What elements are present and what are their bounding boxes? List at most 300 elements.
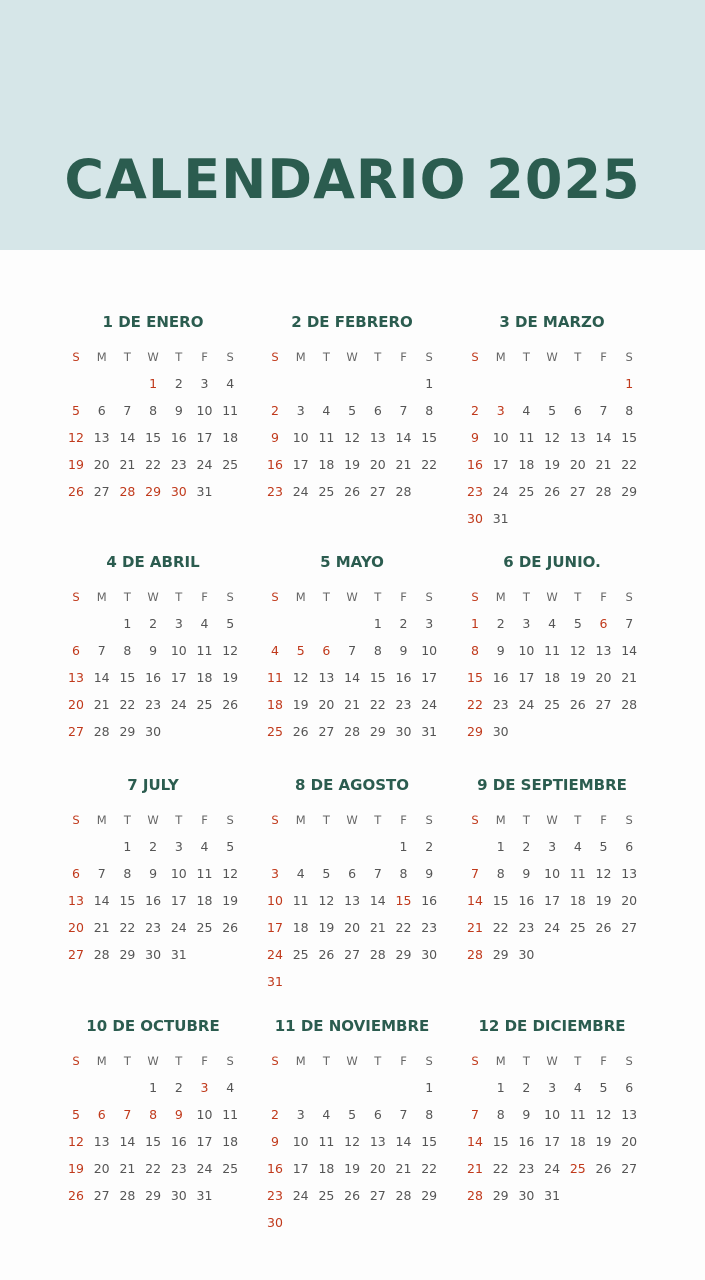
day-cell: 16: [170, 430, 187, 445]
day-cell: 22: [145, 1161, 162, 1176]
weekday-label: S: [471, 350, 479, 364]
day-cell: 20: [369, 1161, 386, 1176]
day-cell-holiday: 23: [267, 484, 283, 499]
day-cell: 1: [399, 839, 408, 854]
day-cell: 4: [322, 403, 331, 418]
weekday-label: M: [295, 350, 306, 364]
day-cell: 22: [395, 920, 412, 935]
day-cell: 13: [93, 430, 110, 445]
day-cell: 24: [196, 1161, 213, 1176]
day-cell: 6: [348, 866, 357, 881]
day-cell: 23: [421, 920, 438, 935]
day-cell: 24: [544, 1161, 561, 1176]
day-cell-holiday: 1: [149, 376, 158, 391]
day-cell: 20: [93, 457, 110, 472]
day-cell: 20: [344, 920, 361, 935]
weekday-label: F: [201, 813, 208, 827]
month-title: 6 DE JUNIO.: [503, 553, 601, 571]
day-cell: 27: [318, 724, 335, 739]
day-cell-holiday: 13: [68, 893, 84, 908]
day-cell: 21: [395, 457, 412, 472]
day-cell: 26: [544, 484, 561, 499]
day-cell: 30: [395, 724, 412, 739]
day-cell-holiday: 27: [68, 724, 84, 739]
day-cell: 29: [119, 724, 136, 739]
day-cell: 6: [373, 403, 382, 418]
day-cell: 3: [548, 1080, 557, 1095]
day-cell: 2: [174, 376, 183, 391]
weekday-label: T: [374, 1054, 382, 1068]
weekday-label: M: [495, 590, 506, 604]
day-cell: 5: [599, 839, 608, 854]
day-cell-holiday: 5: [72, 403, 80, 418]
day-cell-holiday: 2: [271, 1107, 279, 1122]
day-cell: 19: [318, 920, 335, 935]
day-cell: 23: [145, 920, 162, 935]
day-cell: 3: [522, 616, 531, 631]
month-title: 8 DE AGOSTO: [294, 776, 410, 794]
weekday-label: M: [495, 813, 506, 827]
day-cell: 4: [548, 616, 557, 631]
weekday-label: S: [625, 350, 633, 364]
day-cell: 12: [544, 430, 561, 445]
day-cell: 26: [595, 920, 612, 935]
month-title: 4 DE ABRIL: [106, 553, 200, 571]
day-cell-holiday: 30: [267, 1215, 283, 1230]
weekday-label: F: [201, 590, 208, 604]
day-cell: 23: [145, 697, 162, 712]
day-cell: 28: [595, 484, 612, 499]
day-cell: 24: [292, 484, 309, 499]
day-cell: 2: [522, 839, 531, 854]
day-cell: 30: [421, 947, 438, 962]
weekday-label: S: [425, 350, 433, 364]
weekday-label: T: [123, 350, 131, 364]
day-cell: 26: [569, 697, 586, 712]
day-cell: 8: [399, 866, 408, 881]
day-cell: 11: [318, 1134, 335, 1149]
day-cell: 14: [344, 670, 361, 685]
day-cell-holiday: 13: [68, 670, 84, 685]
day-cell: 24: [196, 457, 213, 472]
day-cell: 14: [595, 430, 612, 445]
day-cell: 14: [93, 670, 110, 685]
day-cell: 31: [170, 947, 187, 962]
day-cell: 11: [292, 893, 309, 908]
weekday-label: W: [346, 1054, 358, 1068]
day-cell: 2: [522, 1080, 531, 1095]
day-cell: 28: [395, 1188, 412, 1203]
day-cell: 3: [296, 1107, 305, 1122]
weekday-label: T: [123, 590, 131, 604]
day-cell-holiday: 16: [467, 457, 483, 472]
day-cell: 16: [518, 1134, 535, 1149]
day-cell-holiday: 18: [267, 697, 283, 712]
month-title: 2 DE FEBRERO: [291, 313, 413, 331]
day-cell: 19: [344, 1161, 361, 1176]
day-cell: 31: [421, 724, 438, 739]
day-cell: 26: [595, 1161, 612, 1176]
day-cell: 19: [569, 670, 586, 685]
day-cell: 22: [492, 1161, 509, 1176]
day-cell: 21: [93, 697, 110, 712]
day-cell: 4: [322, 1107, 331, 1122]
day-cell: 29: [421, 1188, 438, 1203]
day-cell-holiday: 1: [471, 616, 479, 631]
day-cell: 10: [421, 643, 438, 658]
day-cell: 18: [569, 893, 586, 908]
day-cell: 3: [296, 403, 305, 418]
weekday-label: T: [322, 1054, 330, 1068]
day-cell: 22: [421, 457, 438, 472]
day-cell: 20: [595, 670, 612, 685]
day-cell: 13: [569, 430, 586, 445]
weekday-label: S: [72, 590, 80, 604]
day-cell-holiday: 30: [467, 511, 483, 526]
weekday-label: T: [123, 813, 131, 827]
day-cell-holiday: 26: [68, 1188, 84, 1203]
day-cell: 26: [344, 1188, 361, 1203]
day-cell: 12: [292, 670, 309, 685]
day-cell-holiday: 20: [68, 697, 84, 712]
day-cell: 27: [621, 1161, 638, 1176]
day-cell: 15: [621, 430, 638, 445]
day-cell-holiday: 17: [267, 920, 283, 935]
day-cell: 18: [544, 670, 561, 685]
day-cell: 17: [170, 670, 187, 685]
day-cell: 17: [292, 457, 309, 472]
day-cell: 27: [93, 484, 110, 499]
day-cell: 19: [595, 893, 612, 908]
day-cell: 7: [599, 403, 608, 418]
weekday-label: W: [147, 1054, 159, 1068]
weekday-label: W: [546, 813, 558, 827]
day-cell: 29: [492, 1188, 509, 1203]
day-cell: 9: [522, 866, 531, 881]
day-cell: 21: [369, 920, 386, 935]
day-cell: 13: [318, 670, 335, 685]
day-cell: 18: [222, 1134, 239, 1149]
day-cell: 9: [174, 403, 183, 418]
day-cell: 18: [518, 457, 535, 472]
day-cell-holiday: 9: [271, 430, 279, 445]
day-cell: 11: [569, 866, 586, 881]
day-cell: 14: [395, 1134, 412, 1149]
day-cell-holiday: 6: [72, 866, 80, 881]
day-cell-holiday: 21: [467, 920, 483, 935]
day-cell: 26: [292, 724, 309, 739]
day-cell-holiday: 9: [174, 1107, 183, 1122]
weekday-label: F: [201, 350, 208, 364]
day-cell: 13: [369, 1134, 386, 1149]
day-cell: 10: [196, 1107, 213, 1122]
day-cell-holiday: 8: [149, 1107, 158, 1122]
day-cell: 7: [348, 643, 357, 658]
weekday-label: S: [625, 813, 633, 827]
day-cell: 15: [145, 1134, 162, 1149]
weekday-label: T: [175, 813, 183, 827]
day-cell: 1: [123, 616, 132, 631]
day-cell: 25: [318, 484, 335, 499]
day-cell-holiday: 14: [467, 1134, 483, 1149]
day-cell: 15: [421, 430, 438, 445]
day-cell: 12: [344, 430, 361, 445]
page-title: CALENDARIO 2025: [64, 148, 641, 211]
weekday-label: S: [471, 1054, 479, 1068]
day-cell: 21: [595, 457, 612, 472]
day-cell: 21: [119, 1161, 136, 1176]
weekday-label: T: [374, 813, 382, 827]
day-cell: 16: [421, 893, 438, 908]
day-cell: 7: [399, 403, 408, 418]
day-cell: 10: [544, 1107, 561, 1122]
day-cell: 11: [222, 1107, 239, 1122]
day-cell-holiday: 26: [68, 484, 84, 499]
day-cell: 20: [318, 697, 335, 712]
day-cell: 15: [421, 1134, 438, 1149]
day-cell-holiday: 19: [68, 457, 84, 472]
day-cell: 23: [518, 1161, 535, 1176]
day-cell-holiday: 12: [68, 1134, 84, 1149]
day-cell-holiday: 6: [72, 643, 80, 658]
day-cell: 29: [621, 484, 638, 499]
day-cell-holiday: 28: [467, 947, 483, 962]
day-cell: 30: [145, 947, 162, 962]
day-cell: 23: [492, 697, 509, 712]
day-cell: 3: [425, 616, 434, 631]
day-cell-holiday: 2: [271, 403, 279, 418]
day-cell: 1: [425, 1080, 434, 1095]
weekday-label: F: [600, 1054, 607, 1068]
day-cell: 30: [145, 724, 162, 739]
day-cell: 24: [170, 697, 187, 712]
day-cell: 12: [595, 866, 612, 881]
day-cell: 10: [292, 430, 309, 445]
day-cell: 13: [595, 643, 612, 658]
day-cell: 25: [544, 697, 561, 712]
day-cell: 17: [492, 457, 509, 472]
day-cell: 22: [492, 920, 509, 935]
weekday-label: S: [72, 350, 80, 364]
month-title: 12 DE DICIEMBRE: [478, 1017, 626, 1035]
weekday-label: W: [147, 813, 159, 827]
day-cell: 28: [369, 947, 386, 962]
day-cell: 4: [573, 839, 582, 854]
day-cell: 8: [123, 643, 132, 658]
day-cell: 30: [492, 724, 509, 739]
day-cell: 13: [93, 1134, 110, 1149]
weekday-label: S: [226, 1054, 234, 1068]
day-cell: 15: [119, 893, 136, 908]
day-cell: 16: [492, 670, 509, 685]
day-cell-holiday: 16: [267, 1161, 283, 1176]
day-cell: 24: [292, 1188, 309, 1203]
weekday-label: F: [600, 813, 607, 827]
day-cell: 26: [318, 947, 335, 962]
day-cell: 12: [595, 1107, 612, 1122]
day-cell-holiday: 15: [467, 670, 483, 685]
day-cell: 25: [518, 484, 535, 499]
weekday-label: S: [72, 813, 80, 827]
day-cell: 25: [222, 1161, 239, 1176]
weekday-label: M: [495, 350, 506, 364]
day-cell: 10: [518, 643, 535, 658]
day-cell: 9: [522, 1107, 531, 1122]
weekday-label: S: [226, 813, 234, 827]
day-cell: 27: [595, 697, 612, 712]
day-cell: 2: [174, 1080, 183, 1095]
weekday-label: F: [400, 590, 407, 604]
day-cell: 15: [492, 1134, 509, 1149]
day-cell: 4: [200, 839, 209, 854]
day-cell: 31: [196, 1188, 213, 1203]
day-cell: 28: [119, 1188, 136, 1203]
day-cell-holiday: 15: [395, 893, 412, 908]
day-cell-holiday: 8: [471, 643, 479, 658]
day-cell-holiday: 6: [322, 643, 331, 658]
day-cell: 11: [196, 643, 213, 658]
day-cell: 25: [222, 457, 239, 472]
day-cell-holiday: 23: [267, 1188, 283, 1203]
weekday-label: F: [600, 350, 607, 364]
day-cell: 28: [93, 947, 110, 962]
day-cell: 1: [373, 616, 382, 631]
day-cell: 16: [145, 893, 162, 908]
weekday-label: M: [495, 1054, 506, 1068]
day-cell: 16: [518, 893, 535, 908]
day-cell: 18: [318, 1161, 335, 1176]
month-title: 11 DE NOVIEMBRE: [274, 1017, 430, 1035]
day-cell: 8: [496, 1107, 505, 1122]
day-cell-holiday: 22: [467, 697, 483, 712]
day-cell: 5: [573, 616, 582, 631]
weekday-label: W: [546, 590, 558, 604]
day-cell: 23: [170, 457, 187, 472]
day-cell: 11: [569, 1107, 586, 1122]
day-cell: 24: [492, 484, 509, 499]
day-cell-holiday: 25: [267, 724, 283, 739]
day-cell: 18: [292, 920, 309, 935]
day-cell: 15: [492, 893, 509, 908]
day-cell: 18: [569, 1134, 586, 1149]
day-cell: 29: [119, 947, 136, 962]
weekday-label: W: [546, 350, 558, 364]
day-cell: 8: [425, 403, 434, 418]
day-cell: 25: [318, 1188, 335, 1203]
weekday-label: S: [425, 813, 433, 827]
day-cell: 17: [421, 670, 438, 685]
weekday-label: S: [271, 813, 279, 827]
day-cell: 6: [97, 403, 106, 418]
day-cell-holiday: 2: [471, 403, 479, 418]
day-cell: 13: [344, 893, 361, 908]
day-cell-holiday: 7: [123, 1107, 132, 1122]
weekday-label: T: [374, 350, 382, 364]
day-cell: 27: [369, 1188, 386, 1203]
day-cell: 29: [145, 1188, 162, 1203]
day-cell: 11: [518, 430, 535, 445]
day-cell-holiday: 23: [467, 484, 483, 499]
day-cell: 7: [97, 866, 106, 881]
day-cell: 6: [373, 1107, 382, 1122]
weekday-label: F: [600, 590, 607, 604]
day-cell: 22: [421, 1161, 438, 1176]
day-cell: 2: [399, 616, 408, 631]
weekday-label: T: [574, 813, 582, 827]
weekday-label: S: [425, 590, 433, 604]
day-cell: 21: [344, 697, 361, 712]
day-cell: 7: [625, 616, 634, 631]
day-cell: 22: [369, 697, 386, 712]
day-cell-holiday: 28: [119, 484, 136, 499]
day-cell: 17: [292, 1161, 309, 1176]
day-cell: 5: [348, 403, 357, 418]
weekday-label: W: [147, 350, 159, 364]
weekday-label: F: [400, 813, 407, 827]
day-cell: 31: [196, 484, 213, 499]
day-cell: 4: [522, 403, 531, 418]
day-cell: 9: [149, 866, 158, 881]
weekday-label: S: [226, 590, 234, 604]
day-cell: 15: [119, 670, 136, 685]
weekday-label: S: [625, 590, 633, 604]
day-cell: 24: [170, 920, 187, 935]
day-cell: 16: [170, 1134, 187, 1149]
weekday-label: S: [471, 590, 479, 604]
weekday-label: T: [322, 350, 330, 364]
day-cell: 17: [544, 893, 561, 908]
weekday-label: S: [271, 590, 279, 604]
day-cell: 17: [196, 430, 213, 445]
day-cell-holiday: 11: [267, 670, 283, 685]
day-cell: 1: [496, 839, 505, 854]
header-banner: [0, 0, 705, 250]
day-cell: 13: [621, 1107, 638, 1122]
day-cell-holiday: 6: [599, 616, 608, 631]
day-cell: 16: [395, 670, 412, 685]
weekday-label: T: [175, 590, 183, 604]
weekday-label: S: [271, 1054, 279, 1068]
weekday-label: M: [96, 813, 107, 827]
day-cell: 11: [196, 866, 213, 881]
day-cell: 3: [174, 839, 183, 854]
day-cell: 18: [196, 670, 213, 685]
day-cell: 11: [318, 430, 335, 445]
weekday-label: M: [96, 590, 107, 604]
day-cell: 6: [573, 403, 582, 418]
month-title: 1 DE ENERO: [102, 313, 204, 331]
day-cell: 12: [222, 866, 239, 881]
weekday-label: T: [574, 350, 582, 364]
day-cell: 22: [119, 920, 136, 935]
day-cell-holiday: 20: [68, 920, 84, 935]
day-cell: 15: [145, 430, 162, 445]
day-cell-holiday: 7: [471, 1107, 479, 1122]
day-cell: 17: [544, 1134, 561, 1149]
day-cell: 22: [119, 697, 136, 712]
day-cell: 4: [296, 866, 305, 881]
day-cell: 9: [399, 643, 408, 658]
day-cell: 27: [93, 1188, 110, 1203]
day-cell-holiday: 10: [267, 893, 283, 908]
day-cell: 4: [226, 1080, 235, 1095]
day-cell: 11: [544, 643, 561, 658]
day-cell: 31: [492, 511, 509, 526]
day-cell: 5: [226, 839, 235, 854]
day-cell: 5: [226, 616, 235, 631]
day-cell: 20: [621, 1134, 638, 1149]
day-cell: 15: [369, 670, 386, 685]
